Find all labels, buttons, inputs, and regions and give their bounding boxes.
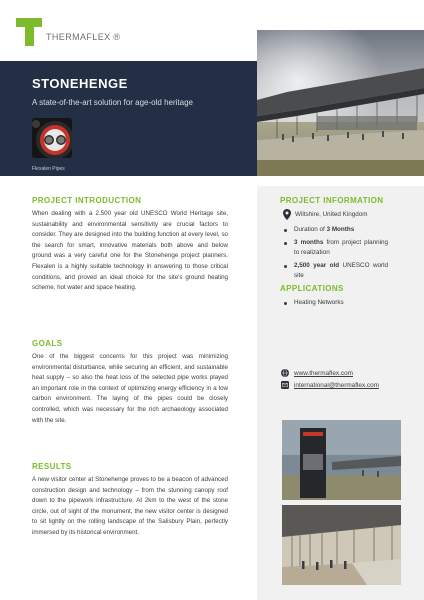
mail-icon [281, 381, 289, 389]
website-link[interactable]: www.thermaflex.com [294, 369, 353, 377]
visitor-center-sign-photo [282, 420, 401, 500]
thermaflex-t-icon [16, 18, 42, 46]
list-item: Duration of 3 Months [283, 225, 388, 235]
goals-heading: GOALS [32, 339, 63, 348]
website-link-row[interactable] [281, 369, 353, 377]
globe-icon [281, 369, 289, 377]
project-introduction-heading: PROJECT INTRODUCTION [32, 196, 142, 205]
location-pin-icon [283, 209, 291, 220]
goals-text: One of the biggest concerns for this project was minimizing environmental disturbance, while securing an efficient, and sustainable heat supply – so also the heat loss of the selected pipe works played an important role in the context of optimizing energy efficiency in a low carbon environment. The laying of the pipes could be closely controlled, which was necessary for the rich archaeology associated with the site. [32, 353, 228, 424]
page-title: STONEHENGE [32, 76, 128, 91]
project-information-heading: PROJECT INFORMATION [280, 196, 384, 205]
list-item: 2,500 year old UNESCO world site [283, 261, 388, 281]
project-location: Wiltshire, United Kingdom [295, 211, 368, 218]
brand-name: THERMAFLEX ® [46, 32, 121, 42]
flexalen-pipes-image [32, 118, 72, 158]
project-introduction-text: When dealing with a 2.500 year old UNESCO World Heritage site, sustainability and environmental sensitivity are crucial factors to consider. They are designed into the building function at every level, so the search for smart, innovative materials both above and below ground was a very careful one for the Stonehenge project planners. Flexalen is a highly suitable technology in answering to those critical conditions, and proved an ideal choice for the site's ground heating scheme, hot water and space heating. [32, 210, 228, 292]
applications-list [283, 298, 388, 311]
thermaflex-logo [16, 18, 120, 46]
results-text: A new visitor center at Stonehenge proves to be a beacon of advanced construction design and technology – from the stunning canopy roof down to the pipework infrastructure. At 2km to the west of the stone circle, out of sight of the monument, the new visitor center is designed to sit lightly on the rolling landscape of the Salisbury Plain, perfectly immersed by its historical environment. [32, 476, 228, 536]
list-item: 3 months from project planning to realization [283, 238, 388, 258]
applications-heading: APPLICATIONS [280, 284, 344, 293]
results-heading: RESULTS [32, 462, 72, 471]
visitor-center-hero-image [257, 30, 424, 176]
pipe-image-caption: Flexalen Pipes [32, 166, 65, 172]
project-info-list [283, 225, 388, 284]
list-item: Heating Networks [283, 298, 388, 308]
email-link[interactable]: international@thermaflex.com [294, 381, 379, 389]
page-subtitle: A state-of-the-art solution for age-old heritage [32, 98, 193, 107]
email-link-row[interactable] [281, 381, 379, 389]
canopy-walkway-photo [282, 505, 401, 585]
